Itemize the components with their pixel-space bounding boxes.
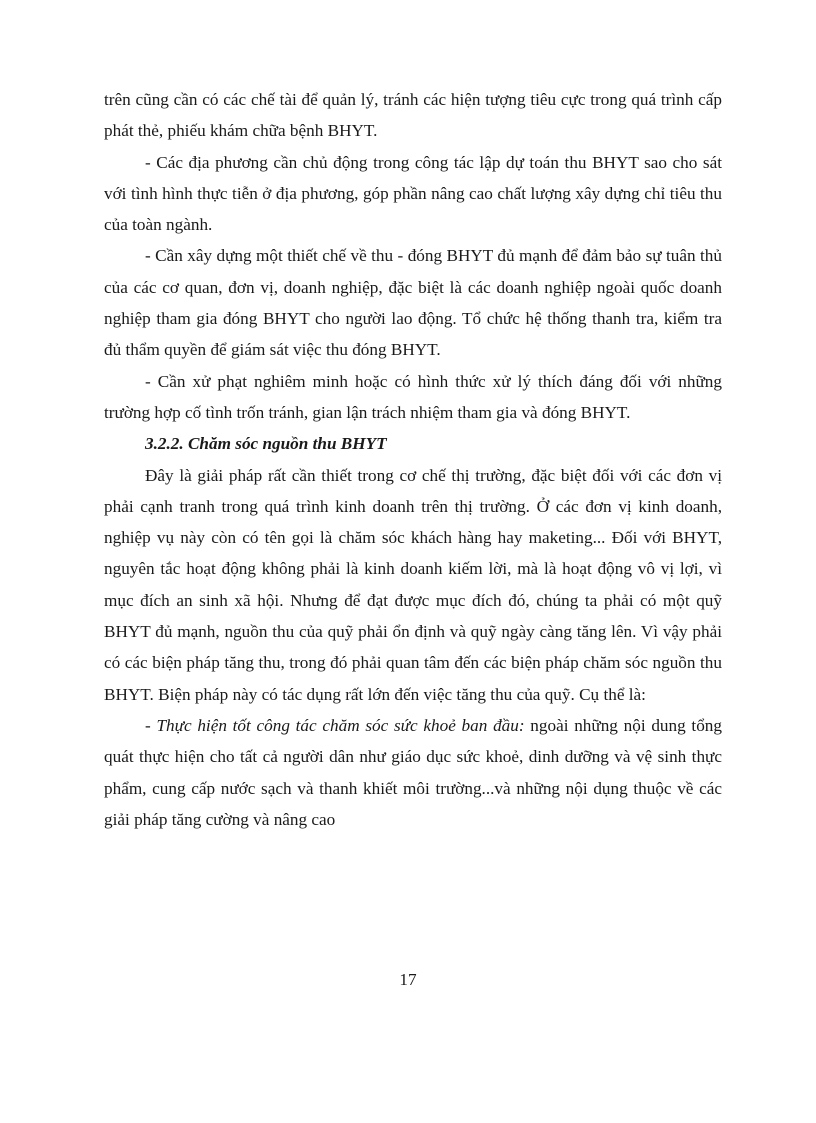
page-number: 17 (399, 970, 417, 989)
paragraph-5: Đây là giải pháp rất cần thiết trong cơ chế thị trường, đặc biệt đối với các đơn vị phải cạnh tranh trong quá trình kinh doanh trên thị trường. Ở các đơn vị kinh doanh, nghiệp vụ này còn có tên gọi là chăm sóc khách hàng hay maketing... Đối với BHYT, nguyên tắc hoạt động không phải là kinh doanh kiếm lời, mà là hoạt động vô vị lợi, vì mục đích an sinh xã hội. Nhưng để đạt được mục đích đó, chúng ta phải có một quỹ BHYT đủ mạnh, nguồn thu của quỹ phải ổn định và quỹ ngày càng tăng lên. Vì vậy phải có các biện pháp tăng thu, trong đó phải quan tâm đến các biện pháp chăm sóc nguồn thu BHYT. Biện pháp này có tác dụng rất lớn đến việc tăng thu của quỹ. Cụ thể là: (104, 465, 722, 704)
bullet-prefix: - (145, 715, 157, 735)
paragraph-1: trên cũng cần có các chế tài để quản lý, tránh các hiện tượng tiêu cực trong quá trình cấp phát thẻ, phiếu khám chữa bệnh BHYT. (104, 90, 722, 141)
italic-lead: Thực hiện tốt công tác chăm sóc sức khoẻ ban đầu: (156, 715, 525, 735)
paragraph-6 (104, 710, 722, 835)
paragraph-4: - Cần xử phạt nghiêm minh hoặc có hình thức xử lý thích đáng đối với những trường hợp cố tình trốn tránh, gian lận trách nhiệm tham gia và đóng BHYT. (104, 371, 722, 422)
section-heading: 3.2.2. Chăm sóc nguồn thu BHYT (145, 434, 387, 454)
paragraph-6-text: ngoài những nội dung tổng quát thực hiện cho tất cả người dân như giáo dục sức khoẻ, dinh dưỡng và vệ sinh thực phẩm, cung cấp nước sạch và thanh khiết môi trường...và những nội dụng thuộc về các giải pháp tăng cường và nâng cao (104, 715, 722, 829)
paragraph-2: - Các địa phương cần chủ động trong công tác lập dự toán thu BHYT sao cho sát với tình hình thực tiễn ở địa phương, góp phần nâng cao chất lượng xây dựng chỉ tiêu thu của toàn ngành. (104, 152, 722, 235)
body-text (104, 84, 722, 835)
paragraph-3: - Cần xây dựng một thiết chế về thu - đóng BHYT đủ mạnh để đảm bảo sự tuân thủ của các cơ quan, đơn vị, doanh nghiệp, đặc biệt là các doanh nghiệp ngoài quốc doanh nghiệp tham gia đóng BHYT cho người lao động. Tổ chức hệ thống thanh tra, kiểm tra đủ thẩm quyền để giám sát việc thu đóng BHYT. (104, 246, 722, 360)
